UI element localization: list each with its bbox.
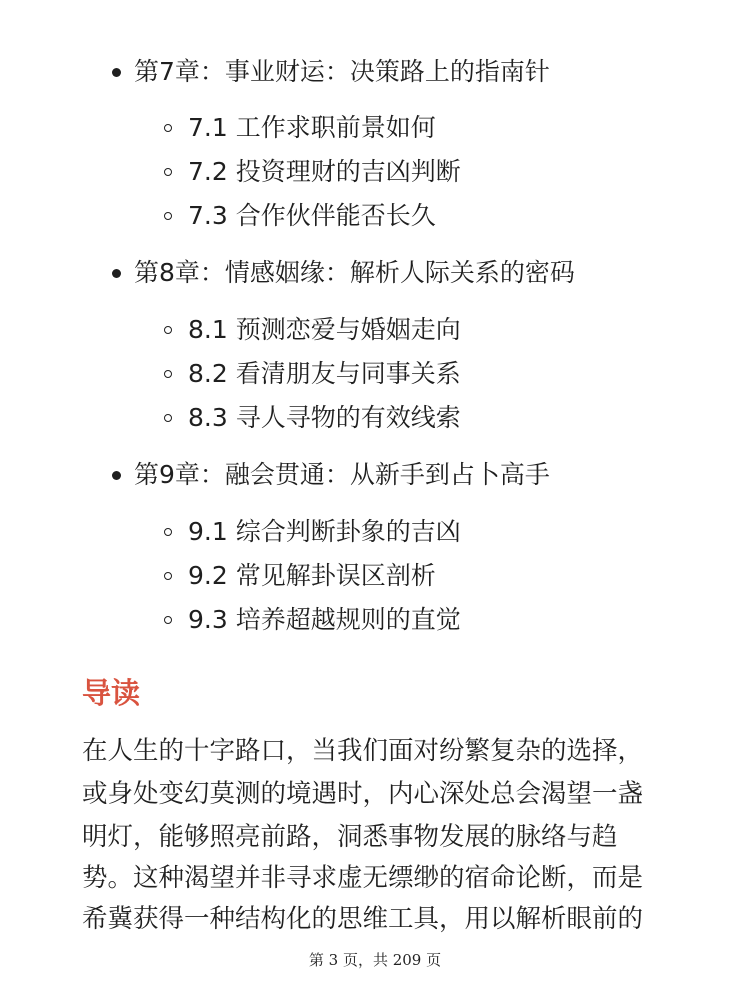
toc-section-8-1[interactable]: 8.1 预测恋爱与婚姻走向 bbox=[188, 315, 461, 344]
page-number-footer: 第 3 页，共 209 页 bbox=[308, 951, 442, 969]
paragraph-line: 或身处变幻莫测的境遇时，内心深处总会渴望一盏 bbox=[82, 779, 644, 809]
toc-section-9-2[interactable]: 9.2 常见解卦误区剖析 bbox=[188, 561, 436, 590]
toc-chapter-7[interactable]: 第7章：事业财运：决策路上的指南针 bbox=[134, 57, 550, 86]
toc-section-9-1[interactable]: 9.1 综合判断卦象的吉凶 bbox=[188, 517, 461, 546]
section-heading-intro: 导读 bbox=[82, 676, 141, 710]
toc-section-8-3[interactable]: 8.3 寻人寻物的有效线索 bbox=[188, 403, 461, 432]
bullet-circle-icon bbox=[164, 528, 172, 536]
paragraph-line: 明灯，能够照亮前路，洞悉事物发展的脉络与趋 bbox=[82, 822, 618, 852]
bullet-circle-icon bbox=[164, 616, 172, 624]
bullet-dot-icon bbox=[112, 68, 121, 77]
bullet-circle-icon bbox=[164, 168, 172, 176]
toc-section-7-3[interactable]: 7.3 合作伙伴能否长久 bbox=[188, 201, 436, 230]
toc-section-7-1[interactable]: 7.1 工作求职前景如何 bbox=[188, 113, 436, 142]
toc-section-7-2[interactable]: 7.2 投资理财的吉凶判断 bbox=[188, 157, 461, 186]
paragraph-line: 在人生的十字路口，当我们面对纷繁复杂的选择， bbox=[82, 736, 644, 766]
bullet-circle-icon bbox=[164, 212, 172, 220]
paragraph-line: 势。这种渴望并非寻求虚无缥缈的宿命论断，而是 bbox=[82, 863, 644, 893]
bullet-circle-icon bbox=[164, 414, 172, 422]
toc-section-9-3[interactable]: 9.3 培养超越规则的直觉 bbox=[188, 605, 461, 634]
toc-chapter-9[interactable]: 第9章：融会贯通：从新手到占卜高手 bbox=[134, 460, 550, 489]
paragraph-line: 希冀获得一种结构化的思维工具，用以解析眼前的 bbox=[82, 904, 644, 934]
bullet-dot-icon bbox=[112, 269, 121, 278]
bullet-circle-icon bbox=[164, 124, 172, 132]
bullet-circle-icon bbox=[164, 326, 172, 334]
bullet-circle-icon bbox=[164, 370, 172, 378]
toc-chapter-8[interactable]: 第8章：情感姻缘：解析人际关系的密码 bbox=[134, 258, 575, 287]
bullet-dot-icon bbox=[112, 471, 121, 480]
toc-section-8-2[interactable]: 8.2 看清朋友与同事关系 bbox=[188, 359, 461, 388]
bullet-circle-icon bbox=[164, 572, 172, 580]
